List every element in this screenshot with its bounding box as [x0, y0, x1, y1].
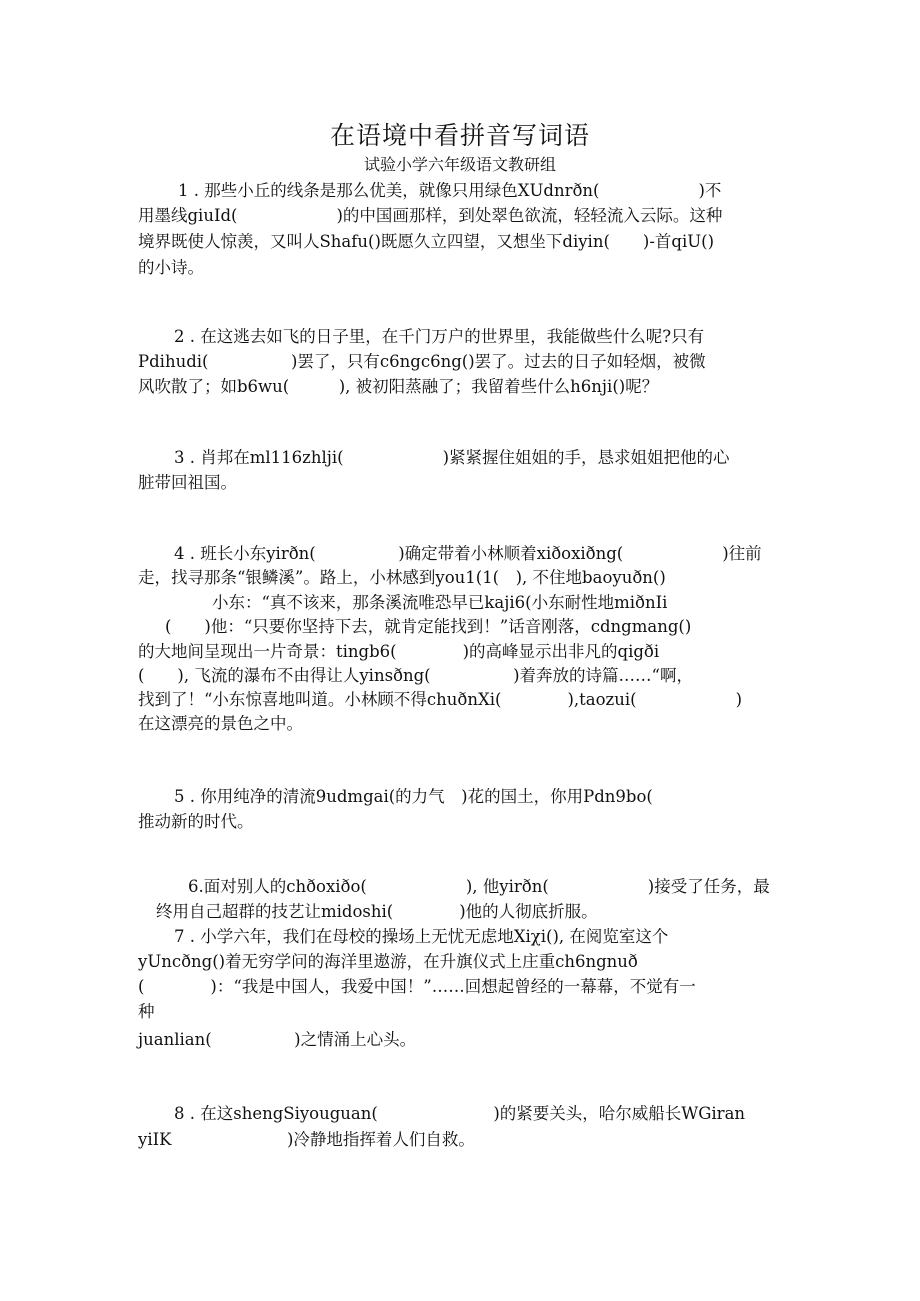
- q8-line-2: yiIK )冷静地指挥着人们自救。: [138, 1130, 475, 1149]
- q7-line-4: 种: [138, 1002, 155, 1021]
- q7-line-5: juanlian( )之情涌上心头。: [138, 1030, 417, 1049]
- q2-line-2: Pdihudi( )罢了，只有c6ngc6ng()罢了。过去的日子如轻烟，被微: [138, 352, 706, 371]
- q4-line-3: 小东：“真不该来，那条溪流唯恐早已kaji6(小东耐性地miðnIi: [212, 593, 668, 612]
- q6-line-2: 终用自己超群的技艺让midoshi( )他的人彻底折服。: [156, 902, 598, 921]
- q5-line-1: 5 . 你用纯净的清流9udmgai(的力气 )花的国土，你用Pdn9bo(: [174, 787, 653, 806]
- q8-line-1: 8 . 在这shengSiyouguan( )的紧要关头，哈尔威船长WGiran: [174, 1104, 746, 1123]
- q4-line-8: 在这漂亮的景色之中。: [138, 714, 303, 733]
- q1-line-4: 的小诗。: [138, 258, 204, 277]
- q1-line-2: 用墨线giuId( )的中国画那样，到处翠色欲流，轻轻流入云际。这种: [138, 206, 723, 225]
- q7-line-2: yUncðng()着无穷学问的海洋里遨游，在升旗仪式上庄重ch6ngnuð: [138, 952, 638, 971]
- q3-line-1: 3 . 肖邦在ml116zhlji( )紧紧握住姐姐的手，恳求姐姐把他的心: [174, 448, 730, 467]
- q4-line-5: 的大地间呈现出一片奇景：tingb6( )的高峰显示出非凡的qigði: [138, 642, 660, 661]
- q1-line-1: 1 . 那些小丘的线条是那么优美，就像只用绿色XUdnrðn( )不: [178, 181, 722, 200]
- q4-line-4: ( )他：“只要你坚持下去，就肯定能找到！”话音刚落，cdngmang(): [165, 617, 692, 636]
- q6-line-1: 6.面对别人的chðoxiðo( ), 他yirðn( )接受了任务，最: [188, 877, 770, 896]
- q2-line-3: 风吹散了；如b6wu( ), 被初阳蒸融了；我留着些什么h6nji()呢？: [138, 377, 659, 396]
- q7-line-3: ( )：“我是中国人，我爱中国！”……回想起曾经的一幕幕，不觉有一: [138, 977, 696, 996]
- q5-line-2: 推动新的时代。: [138, 812, 254, 831]
- q4-line-6: ( ), 飞流的瀑布不由得让人yinsðng( )着奔放的诗篇……“啊，: [138, 666, 693, 685]
- q4-line-2: 走，找寻那条“银鳞溪”。路上，小林感到you1(1( ), 不住地baoyuðn(): [138, 568, 666, 587]
- q4-line-7: 找到了！“小东惊喜地叫道。小林顾不得chuðnXi( ),taozui( ): [138, 690, 743, 709]
- q3-line-2: 脏带回祖国。: [138, 473, 237, 492]
- q7-line-1: 7 . 小学六年，我们在母校的操场上无忧无虑地Xiχi(), 在阅览室这个: [174, 927, 669, 946]
- q4-line-1: 4 . 班长小东yirðn( )确定带着小林顺着xiðoxiðng( )往前: [174, 544, 762, 563]
- page-subtitle: 试验小学六年级语文教研组: [363, 155, 556, 174]
- q1-line-3: 境界既使人惊羡，又叫人Shafu()既愿久立四望，又想坐下diyin( )-首qiU(): [138, 232, 715, 251]
- page-title: 在语境中看拼音写词语: [329, 121, 590, 150]
- q2-line-1: 2 . 在这逃去如飞的日子里，在千门万户的世界里，我能做些什么呢?只有: [174, 327, 705, 346]
